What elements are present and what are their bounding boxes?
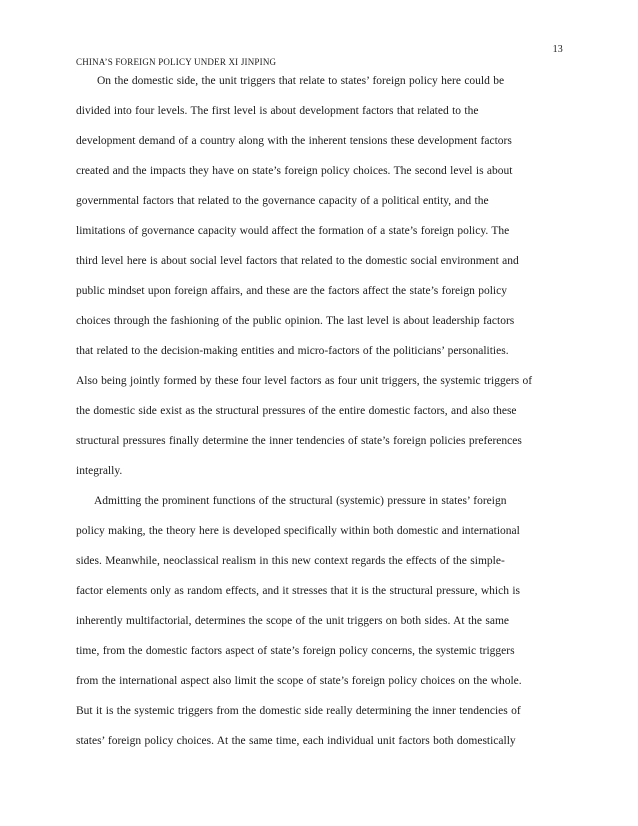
- text-line: choices through the fashioning of the public opinion. The last level is about leadership factors: [76, 315, 515, 327]
- text-line: governmental factors that related to the governance capacity of a political entity, and the: [76, 195, 489, 207]
- text-line: On the domestic side, the unit triggers that relate to states’ foreign policy here could be: [97, 75, 505, 87]
- text-line: factor elements only as random effects, and it stresses that it is the structural pressure, which is: [76, 585, 521, 597]
- text-line: Also being jointly formed by these four level factors as four unit triggers, the systemic triggers of: [76, 375, 533, 387]
- text-line: structural pressures finally determine the inner tendencies of state’s foreign policies preferences: [76, 435, 522, 447]
- text-line: from the international aspect also limit the scope of state’s foreign policy choices on the whole.: [76, 675, 522, 687]
- text-line: But it is the systemic triggers from the domestic side really determining the inner tendencies of: [76, 705, 521, 717]
- text-line: third level here is about social level factors that related to the domestic social environment and: [76, 255, 519, 267]
- text-line: that related to the decision-making entities and micro-factors of the politicians’ personalities.: [76, 345, 509, 357]
- text-line: Admitting the prominent functions of the structural (systemic) pressure in states’ foreign: [94, 495, 507, 507]
- text-line: sides. Meanwhile, neoclassical realism in this new context regards the effects of the simple-: [76, 555, 505, 567]
- text-line: the domestic side exist as the structural pressures of the entire domestic factors, and also these: [76, 405, 517, 417]
- text-line: development demand of a country along with the inherent tensions these development factors: [76, 135, 512, 147]
- text-line: policy making, the theory here is developed specifically within both domestic and international: [76, 525, 520, 537]
- text-line: created and the impacts they have on state’s foreign policy choices. The second level is about: [76, 165, 513, 177]
- page-number: 13: [552, 44, 563, 55]
- paragraph-2: [76, 486, 566, 756]
- text-line: limitations of governance capacity would affect the formation of a state’s foreign policy. The: [76, 225, 510, 237]
- text-line: inherently multifactorial, determines the scope of the unit triggers on both sides. At the same: [76, 615, 510, 627]
- text-line: public mindset upon foreign affairs, and these are the factors affect the state’s foreign policy: [76, 285, 507, 297]
- body-text: [76, 66, 566, 756]
- running-head: CHINA’S FOREIGN POLICY UNDER XI JINPING: [76, 57, 277, 67]
- text-line: integrally.: [76, 465, 123, 477]
- text-line: divided into four levels. The first level is about development factors that related to the: [76, 105, 479, 117]
- text-line: time, from the domestic factors aspect of state’s foreign policy concerns, the systemic triggers: [76, 645, 515, 657]
- paragraph-1: [76, 66, 566, 486]
- text-line: states’ foreign policy choices. At the same time, each individual unit factors both domestically: [76, 735, 516, 747]
